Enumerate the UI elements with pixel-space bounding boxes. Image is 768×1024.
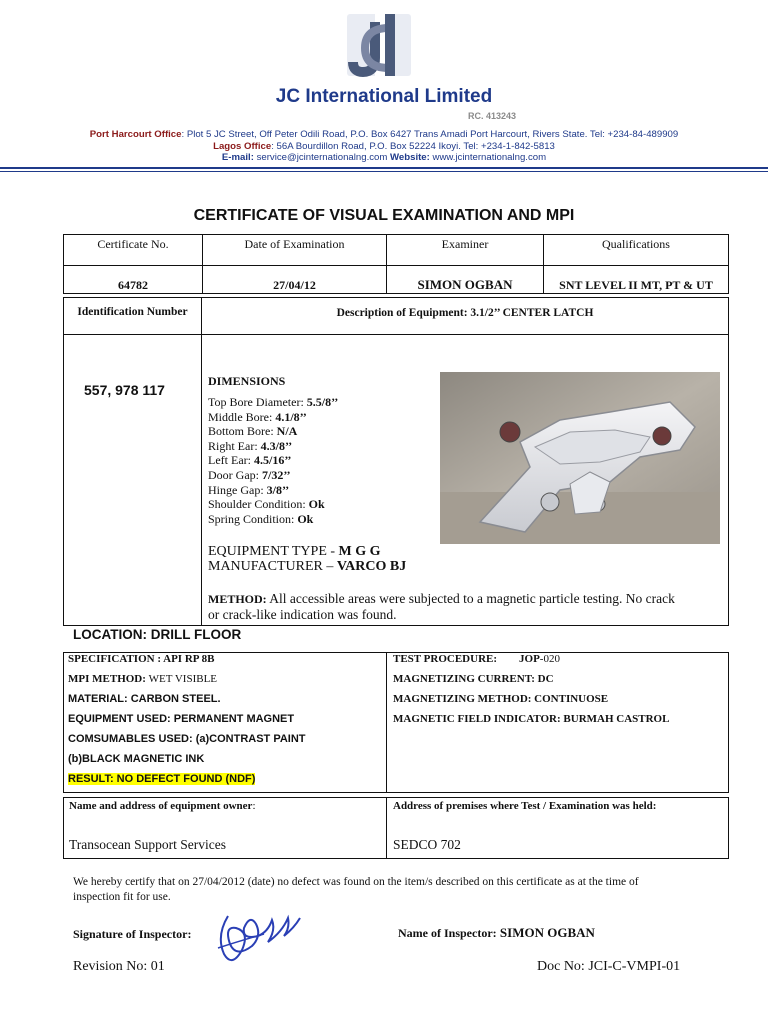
magnetic-field-indicator: MAGNETIC FIELD INDICATOR: BURMAH CASTROL: [393, 713, 670, 725]
lagos-label: Lagos Office: [213, 141, 272, 152]
inspector-signature: [206, 906, 306, 972]
certificate-title: CERTIFICATE OF VISUAL EXAMINATION AND MPI: [193, 207, 575, 224]
inspector-name: SIMON OGBAN: [496, 925, 595, 940]
dimensions-list: [208, 395, 338, 526]
manufacturer: MANUFACTURER – VARCO BJ: [208, 559, 407, 574]
registration-number: RC. 413243: [468, 111, 517, 121]
dimension-hinge-gap: Hinge Gap: 3/8’’: [208, 482, 290, 497]
equipment-type-value: M G G: [338, 544, 381, 559]
header-date: Date of Examination: [202, 234, 387, 266]
qualifications-value: SNT LEVEL II MT, PT & UT: [543, 265, 729, 294]
identification-number: 557, 978 117: [84, 382, 165, 398]
identification-cell: [63, 334, 202, 626]
material: MATERIAL: CARBON STEEL.: [68, 693, 221, 705]
magnetizing-method: MAGNETIZING METHOD: CONTINUOSE: [393, 693, 609, 705]
identification-label: Identification Number: [63, 297, 202, 335]
website-label: Website:: [390, 152, 430, 163]
equipment-description: Description of Equipment: 3.1/2’’ CENTER LATCH: [201, 297, 729, 335]
dimension-top-bore: Top Bore Diameter: 5.5/8’’: [208, 395, 339, 409]
method-text-2: or crack-like indication was found.: [208, 607, 397, 622]
equipment-photo: [440, 372, 720, 544]
dimension-middle-bore: Middle Bore: 4.1/8’’: [208, 409, 307, 424]
header-examiner: Examiner: [386, 234, 544, 266]
email-link[interactable]: service@jcinternationalng.com: [253, 152, 391, 163]
document-number: Doc No: JCI-C-VMPI-01: [537, 959, 681, 974]
inspector-name-line: [398, 925, 595, 941]
result: [68, 769, 255, 789]
dimensions-heading: DIMENSIONS: [208, 374, 286, 388]
signature-label: Signature of Inspector:: [73, 927, 192, 941]
method-text: All accessible areas were subjected to a magnetic particle testing. No crack: [266, 591, 675, 606]
lagos-address: [0, 141, 768, 152]
company-logo: [345, 12, 413, 78]
header-rule-bottom: [0, 171, 768, 172]
certify-line-2: inspection fit for use.: [73, 890, 171, 903]
premises-cell: [386, 797, 729, 859]
company-name: JC International Limited: [275, 86, 493, 107]
email-label: E-mail:: [221, 152, 254, 163]
inspector-label: Name of Inspector:: [398, 926, 497, 940]
method-statement: [208, 591, 723, 623]
dimension-right-ear: Right Ear: 4.3/8’’: [208, 438, 293, 453]
specification: SPECIFICATION : API RP 8B: [68, 653, 215, 665]
premises-value: SEDCO 702: [393, 837, 461, 852]
header-rule-top: [0, 167, 768, 169]
lagos-address-text: : 56A Bourdillon Road, P.O. Box 52224 Ikoyi. Tel: +234-1-842-5813: [271, 141, 555, 152]
contact-line: [0, 152, 768, 163]
premises-label: Address of premises where Test / Examination was held:: [393, 800, 657, 812]
mpi-method: MPI METHOD: WET VISIBLE: [68, 673, 218, 685]
magnetizing-current: MAGNETIZING CURRENT: DC: [393, 673, 554, 685]
consumables-b: (b)BLACK MAGNETIC INK: [68, 753, 205, 765]
owner-value: Transocean Support Services: [69, 837, 226, 852]
equipment-used: EQUIPMENT USED: PERMANENT MAGNET: [68, 713, 295, 725]
dimension-bottom-bore: Bottom Bore: N/A: [208, 424, 298, 439]
dimension-door-gap: Door Gap: 7/32’’: [208, 467, 291, 482]
certificate-number: 64782: [63, 265, 203, 294]
owner-label: Name and address of equipment owner:: [69, 800, 256, 812]
ph-address: : Plot 5 JC Street, Off Peter Odili Road, P.O. Box 6427 Trans Amadi Port Harcourt, Rivers State. Tel: +234-84-489909: [181, 129, 679, 140]
method-label: METHOD:: [208, 592, 267, 606]
port-harcourt-address: [0, 129, 768, 140]
manufacturer-value: VARCO BJ: [336, 559, 407, 574]
website-link[interactable]: www.jcinternationalng.com: [429, 152, 547, 163]
dimension-left-ear: Left Ear: 4.5/16’’: [208, 453, 292, 468]
consumables: COMSUMABLES USED: (a)CONTRAST PAINT: [68, 733, 306, 745]
equipment-type: EQUIPMENT TYPE - M G G: [208, 544, 381, 559]
certify-line-1: We hereby certify that on 27/04/2012 (date) no defect was found on the item/s described on this certificate as at the time of: [73, 876, 639, 888]
owner-cell: [63, 797, 387, 859]
result-highlight: RESULT: NO DEFECT FOUND (NDF): [68, 773, 256, 785]
header-qualifications: Qualifications: [543, 234, 729, 266]
header-certificate-no: Certificate No.: [63, 234, 203, 266]
certification-statement: [73, 875, 639, 904]
examiner-name: SIMON OGBAN: [386, 265, 544, 294]
dimension-spring-condition: Spring Condition: Ok: [208, 511, 314, 526]
ph-label: Port Harcourt Office: [89, 129, 182, 140]
location: LOCATION: DRILL FLOOR: [73, 627, 242, 642]
examination-date: 27/04/12: [202, 265, 387, 294]
test-procedure: TEST PROCEDURE: JOP-020: [393, 653, 560, 665]
revision-number: Revision No: 01: [73, 959, 165, 974]
dimension-shoulder-condition: Shoulder Condition: Ok: [208, 497, 325, 512]
